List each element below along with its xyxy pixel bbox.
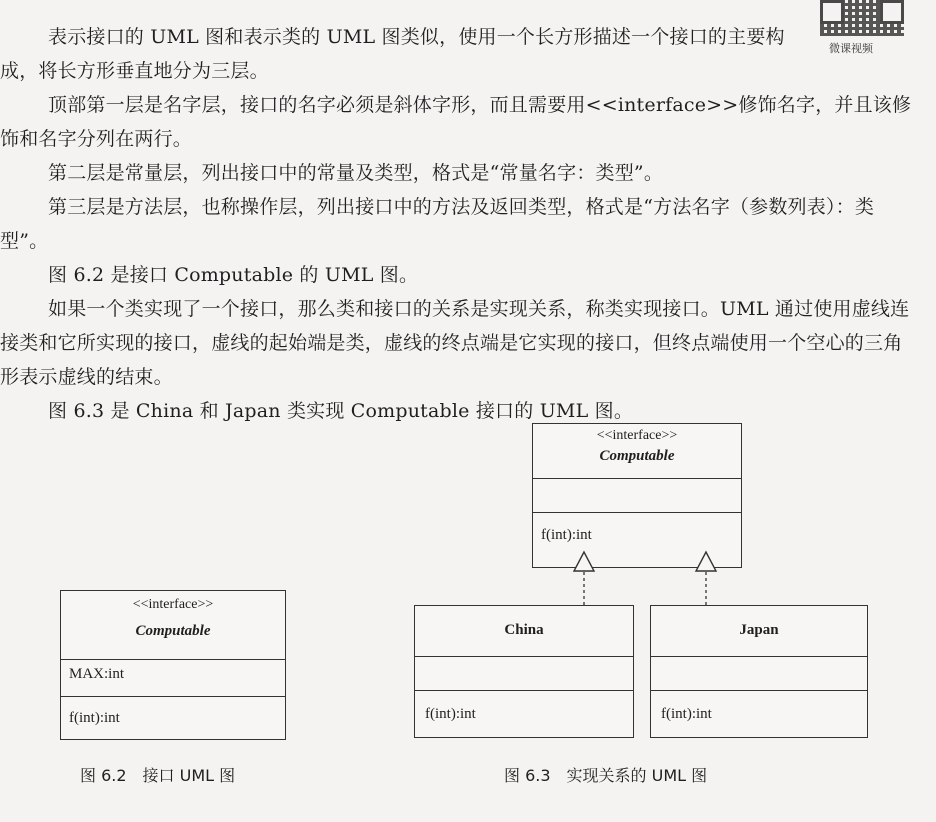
fig63-stereotype: <<interface>> [596, 428, 678, 443]
fig62-caption: 图 6.2 接口 UML 图 [80, 766, 236, 785]
china-realization-arrow [574, 552, 594, 605]
paragraph-3: 第二层是常量层，列出接口中的常量及类型，格式是“常量名字：类型”。 [48, 162, 664, 184]
fig62-constant: MAX:int [69, 666, 125, 682]
fig63-china-method: f(int):int [425, 706, 476, 722]
fig63-caption: 图 6.3 实现关系的 UML 图 [504, 766, 708, 785]
paragraph-2: 顶部第一层是名字层，接口的名字必须是斜体字形，而且需要用<<interface>>修饰名字，并且该修饰和名字分列在两行。 [0, 94, 912, 150]
paragraph-4: 第三层是方法层，也称操作层，列出接口中的方法及返回类型，格式是“方法名字（参数列表）：类型”。 [0, 196, 875, 252]
fig63-interface-method: f(int):int [541, 527, 592, 543]
fig63-japan-name: Japan [739, 622, 779, 638]
paragraph-6: 如果一个类实现了一个接口，那么类和接口的关系是实现关系，称类实现接口。UML 通过使用虚线连接类和它所实现的接口，虚线的起始端是类，虚线的终点端是它实现的接口，但终点端使用一个空心的三角形表示虚线的结束。 [0, 298, 910, 388]
paragraph-1: 表示接口的 UML 图和表示类的 UML 图类似，使用一个长方形描述一个接口的主要构成，将长方形垂直地分为三层。 [0, 26, 785, 82]
fig62-method: f(int):int [69, 710, 120, 726]
qr-label: 微课视频 [829, 42, 873, 55]
fig63-china-name: China [504, 622, 544, 638]
japan-realization-arrow [696, 552, 716, 605]
fig63-japan-method: f(int):int [661, 706, 712, 722]
fig63-interface-name: Computable [599, 448, 675, 464]
paragraph-7: 图 6.3 是 China 和 Japan 类实现 Computable 接口的 UML 图。 [48, 400, 634, 422]
paragraph-5: 图 6.2 是接口 Computable 的 UML 图。 [48, 264, 419, 286]
fig62-stereotype: <<interface>> [132, 597, 214, 612]
fig62-interface-name: Computable [135, 623, 211, 639]
